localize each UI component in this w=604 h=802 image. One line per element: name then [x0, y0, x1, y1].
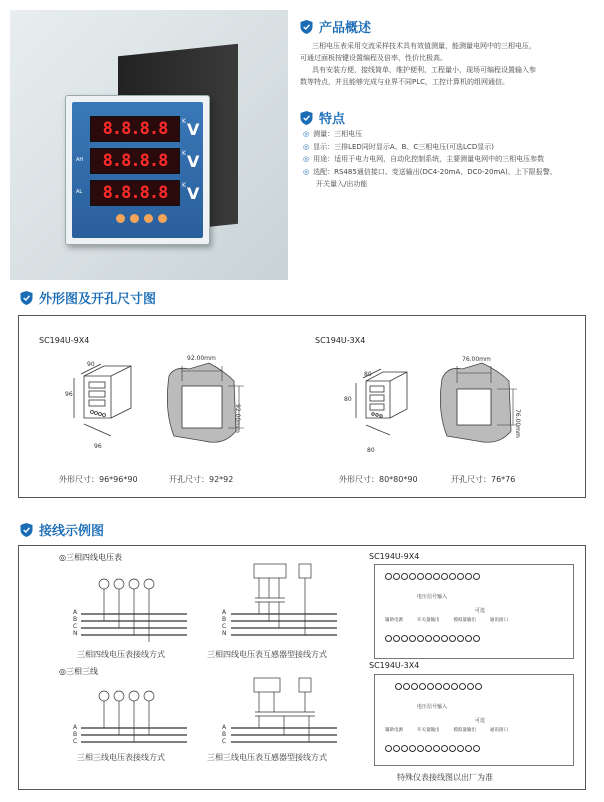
terminal-icon — [425, 573, 432, 580]
terminal-icon — [401, 635, 408, 642]
terminal-icon — [435, 683, 442, 690]
wiring-title: 接线示例图 — [39, 524, 105, 539]
phase-label: A — [222, 724, 227, 731]
overview-line: 可通过面板按键设置编程及倍率，性价比极高。 — [300, 54, 447, 62]
terminal-group-labels — [385, 727, 508, 733]
meter-front-frame — [65, 95, 210, 245]
unit-prefix: K — [182, 182, 186, 189]
terminal-icon — [385, 573, 392, 580]
signal-input-label: 电压信号输入 — [417, 704, 448, 710]
display-digits: 8.8.8.8 — [102, 183, 168, 203]
shield-check-icon — [300, 111, 313, 125]
wiring-3wire-pt — [229, 672, 339, 758]
feature-item: ◎ 用途：适用于电力电网，自动化控制系统，主要测量电网中的三相电压参数 — [303, 153, 599, 166]
terminal-icon — [433, 635, 440, 642]
phase-label: C — [73, 623, 78, 630]
phase-label: C — [222, 623, 227, 630]
terminal-group-labels — [385, 617, 508, 623]
shield-check-icon — [20, 291, 33, 305]
row-label-ah: AH — [76, 157, 84, 163]
terminal-icon — [457, 635, 464, 642]
switch-out-label: 开关量输出 — [417, 618, 440, 623]
terminal-icon — [419, 683, 426, 690]
wiring-panel — [18, 545, 586, 790]
terminal-box-9x4 — [374, 564, 574, 659]
phase-label: A — [73, 724, 78, 731]
model-left: SC194U-9X4 — [39, 336, 90, 345]
meter-face — [72, 102, 203, 238]
cutout-drawing-right — [437, 351, 537, 451]
terminal-icon — [409, 573, 416, 580]
features-title: 特点 — [319, 112, 346, 127]
analog-out-label: 模拟量输出 — [453, 728, 476, 733]
terminal-icon — [465, 745, 472, 752]
cut-width-label: 76.00mm — [462, 356, 491, 363]
cut-height-label: 92.00mm — [234, 404, 241, 433]
feature-item: ◎ 显示：三排LED同时显示A、B、C三相电压(可选LCD显示) — [303, 141, 599, 154]
wiring-heading — [20, 520, 104, 539]
terminal-icon — [385, 745, 392, 752]
terminal-icon — [417, 573, 424, 580]
terminal-icon — [441, 573, 448, 580]
phase-label: B — [222, 616, 227, 623]
terminal-icon — [473, 635, 480, 642]
terminal-icon — [467, 683, 474, 690]
model-3x4-label: SC194U-3X4 — [369, 661, 420, 670]
terminal-icon — [473, 745, 480, 752]
overview-text — [300, 40, 597, 88]
caption-3wire-pt: 三相三线电压表互感器型接线方式 — [207, 753, 327, 762]
wiring-4wire-direct — [79, 566, 189, 646]
dim-label: 80 — [344, 396, 352, 403]
phase-label: N — [73, 630, 78, 637]
terminal-icon — [427, 683, 434, 690]
terminal-icon — [433, 573, 440, 580]
caption-4wire-pt: 三相四线电压表互感器型接线方式 — [207, 650, 327, 659]
phase-label: B — [73, 616, 78, 623]
aux-power-label: 辅助电源 — [385, 728, 403, 733]
terminal-row — [385, 635, 480, 642]
bullet-icon: ◎ — [303, 130, 310, 138]
three-wire-title: ◎三相三线 — [59, 667, 98, 676]
terminal-icon — [425, 635, 432, 642]
terminal-icon — [459, 683, 466, 690]
terminal-icon — [451, 683, 458, 690]
display-row-2 — [90, 148, 180, 174]
phase-label: N — [222, 630, 227, 637]
product-photo-area — [10, 10, 288, 280]
footer-note: 特殊仪表接线图以出厂为准 — [397, 773, 493, 782]
terminal-icon — [433, 745, 440, 752]
terminal-icon — [457, 573, 464, 580]
terminal-row — [395, 683, 482, 690]
phase-label: B — [222, 731, 227, 738]
dimensions-heading — [20, 288, 156, 307]
terminal-icon — [401, 745, 408, 752]
wiring-3wire-direct — [79, 678, 189, 758]
signal-input-label: 电压信号输入 — [417, 594, 448, 600]
phase-label: A — [222, 609, 227, 616]
terminal-icon — [403, 683, 410, 690]
terminal-row — [385, 573, 480, 580]
terminal-icon — [411, 683, 418, 690]
terminal-icon — [441, 635, 448, 642]
terminal-icon — [417, 635, 424, 642]
terminal-icon — [409, 745, 416, 752]
unit-prefix: K — [182, 118, 186, 125]
terminal-icon — [385, 635, 392, 642]
analog-out-label: 模拟量输出 — [453, 618, 476, 623]
dim-label: 90 — [87, 361, 95, 368]
features-heading — [300, 108, 345, 127]
unit-label: V — [187, 184, 200, 203]
phase-label: B — [73, 731, 78, 738]
display-digits: 8.8.8.8 — [102, 119, 168, 139]
phase-label: C — [222, 738, 227, 745]
caption-4wire-direct: 三相四线电压表接线方式 — [77, 650, 165, 659]
feature-item: ◎ 选配：RS485通信接口、变送输出(DC4-20mA、DC0-20mA)、上下限报警、 — [303, 166, 599, 179]
unit-label: V — [187, 152, 200, 171]
feature-item: ◎ 测量：三相电压 — [303, 128, 599, 141]
dim-label: 96 — [94, 443, 102, 450]
dimensions-panel — [18, 315, 586, 498]
features-list — [303, 128, 599, 191]
terminal-icon — [417, 745, 424, 752]
overview-line: 三相电压表采用交流采样技术具有效值测量，能测量电网中的三相电压， — [312, 42, 536, 50]
terminal-icon — [393, 573, 400, 580]
dimensions-title: 外形图及开孔尺寸图 — [39, 292, 157, 307]
outline-drawing-right — [341, 361, 431, 451]
terminal-icon — [395, 683, 402, 690]
optional-label: 可选 — [475, 608, 486, 614]
dim-label: 80 — [364, 371, 372, 378]
model-right: SC194U-3X4 — [315, 336, 366, 345]
terminal-icon — [449, 745, 456, 752]
terminal-icon — [393, 635, 400, 642]
terminal-icon — [401, 573, 408, 580]
switch-out-label: 开关量输出 — [417, 728, 440, 733]
caption-3wire-direct: 三相三线电压表接线方式 — [77, 753, 165, 762]
terminal-row — [385, 745, 480, 752]
hole-size-right: 开孔尺寸：76*76 — [451, 475, 516, 484]
phase-label: A — [73, 609, 78, 616]
terminal-icon — [465, 635, 472, 642]
aux-power-label: 辅助电源 — [385, 618, 403, 623]
feature-item: 开关量入/出功能 — [316, 180, 368, 188]
terminal-icon — [457, 745, 464, 752]
meter-button-icon — [144, 214, 153, 223]
dim-label: 96 — [65, 391, 73, 398]
overview-title: 产品概述 — [319, 21, 372, 36]
terminal-icon — [393, 745, 400, 752]
four-wire-title: ◎三相四线电压表 — [59, 553, 122, 562]
bullet-icon: ◎ — [303, 155, 310, 163]
dim-label: 80 — [367, 447, 375, 454]
terminal-icon — [443, 683, 450, 690]
wiring-4wire-pt — [229, 560, 339, 646]
phase-label: C — [73, 738, 78, 745]
cutout-drawing-left — [164, 351, 254, 451]
outer-size-right: 外形尺寸：80*80*90 — [339, 475, 418, 484]
meter-button-icon — [158, 214, 167, 223]
terminal-icon — [473, 573, 480, 580]
display-row-3 — [90, 180, 180, 206]
model-9x4-label: SC194U-9X4 — [369, 552, 420, 561]
terminal-icon — [409, 635, 416, 642]
shield-check-icon — [300, 20, 313, 34]
outline-drawing-left — [59, 356, 149, 446]
terminal-icon — [465, 573, 472, 580]
meter-buttons — [116, 214, 167, 223]
meter-button-icon — [116, 214, 125, 223]
cut-height-label: 76.00mm — [514, 409, 521, 438]
comm-label: 通讯接口 — [490, 618, 508, 623]
terminal-icon — [425, 745, 432, 752]
overview-line: 数等特点，并且能够完成与业界不同PLC，工控计算机的组网通信。 — [300, 78, 510, 86]
outer-size-left: 外形尺寸：96*96*90 — [59, 475, 138, 484]
terminal-icon — [475, 683, 482, 690]
comm-label: 通讯接口 — [490, 728, 508, 733]
meter-button-icon — [130, 214, 139, 223]
row-label-al: AL — [76, 189, 83, 195]
display-digits: 8.8.8.8 — [102, 151, 168, 171]
unit-label: V — [187, 120, 200, 139]
terminal-icon — [449, 635, 456, 642]
display-row-1 — [90, 116, 180, 142]
optional-label: 可选 — [475, 718, 486, 724]
overview-line: 具有安装方便，接线简单，维护便利，工程量小，现场可编程设置输入参 — [312, 66, 536, 74]
unit-prefix: K — [182, 150, 186, 157]
overview-heading — [300, 17, 371, 36]
terminal-icon — [441, 745, 448, 752]
terminal-box-3x4 — [374, 674, 574, 766]
bullet-icon: ◎ — [303, 167, 310, 176]
hole-size-left: 开孔尺寸：92*92 — [169, 475, 234, 484]
shield-check-icon — [20, 523, 33, 537]
cut-width-label: 92.00mm — [187, 355, 216, 362]
terminal-icon — [449, 573, 456, 580]
bullet-icon: ◎ — [303, 142, 310, 151]
